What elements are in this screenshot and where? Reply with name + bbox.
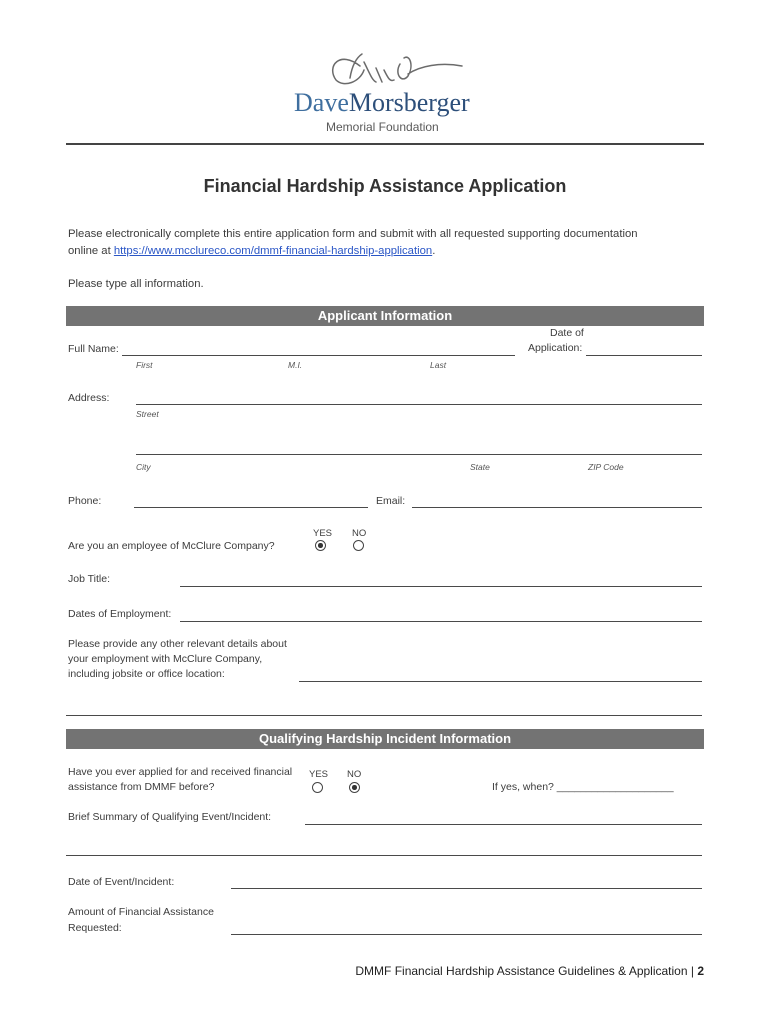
amount-requested-field[interactable] xyxy=(231,934,702,935)
last-name-caption: Last xyxy=(430,360,447,370)
city-state-zip-field[interactable] xyxy=(136,454,702,455)
logo-name-first: Dave xyxy=(294,88,349,117)
job-title-field[interactable] xyxy=(180,586,702,587)
phone-label: Phone: xyxy=(68,495,102,507)
email-label: Email: xyxy=(376,495,406,507)
full-name-label: Full Name: xyxy=(68,343,119,355)
logo-name-last: Morsberger xyxy=(348,88,470,117)
street-caption: Street xyxy=(136,409,159,419)
applied-no-label: NO xyxy=(347,769,362,780)
applicant-section-header: Applicant Information xyxy=(66,306,704,326)
first-name-caption: First xyxy=(136,360,153,370)
date-of-event-label: Date of Event/Incident: xyxy=(68,876,175,888)
intro-prefix: online at xyxy=(68,245,114,257)
applied-no-radio[interactable] xyxy=(349,782,360,793)
type-all-note: Please type all information. xyxy=(68,278,204,290)
employment-details-field-2[interactable] xyxy=(66,715,702,716)
phone-field[interactable] xyxy=(134,507,368,508)
employment-details-field-1[interactable] xyxy=(299,681,702,682)
job-title-label: Job Title: xyxy=(68,573,111,585)
dates-of-employment-label: Dates of Employment: xyxy=(68,608,172,620)
employment-details-label-3: including jobsite or office location: xyxy=(68,668,225,680)
logo-wordmark xyxy=(294,88,470,118)
dates-of-employment-field[interactable] xyxy=(180,621,702,622)
full-name-field[interactable] xyxy=(122,355,515,356)
amount-requested-label-2: Requested: xyxy=(68,922,122,934)
applied-before-question-2: assistance from DMMF before? xyxy=(68,781,215,793)
employment-details-label-2: your employment with McClure Company, xyxy=(68,653,263,665)
logo-subtitle: Memorial Foundation xyxy=(326,120,439,134)
middle-initial-caption: M.I. xyxy=(288,360,303,370)
applied-yes-radio[interactable] xyxy=(312,782,323,793)
employee-no-radio[interactable] xyxy=(353,540,364,551)
employee-yes-label: YES xyxy=(313,528,333,539)
date-of-application-label-2: Application: xyxy=(528,342,583,354)
summary-label: Brief Summary of Qualifying Event/Incident: xyxy=(68,811,272,823)
email-field[interactable] xyxy=(412,507,702,508)
zip-caption: ZIP Code xyxy=(588,462,624,472)
employee-yes-radio[interactable] xyxy=(315,540,326,551)
date-of-event-field[interactable] xyxy=(231,888,702,889)
intro-line-1: Please electronically complete this entire application form and submit with all requested supporting documentation xyxy=(68,228,638,240)
city-caption: City xyxy=(136,462,151,472)
amount-requested-label-1: Amount of Financial Assistance xyxy=(68,906,214,918)
applied-before-question-1: Have you ever applied for and received financial xyxy=(68,766,293,778)
logo xyxy=(290,44,480,136)
date-of-application-label-1: Date of xyxy=(550,327,584,339)
date-of-application-field[interactable] xyxy=(586,355,702,356)
page-title: Financial Hardship Assistance Application xyxy=(203,176,567,196)
summary-field-2[interactable] xyxy=(66,855,702,856)
hardship-section-header: Qualifying Hardship Incident Information xyxy=(66,729,704,749)
employment-details-label-1: Please provide any other relevant details about xyxy=(68,638,287,650)
street-field[interactable] xyxy=(136,404,702,405)
application-link[interactable]: https://www.mcclureco.com/dmmf-financial-hardship-application xyxy=(113,245,433,257)
signature-graphic xyxy=(290,44,480,94)
footer-text: DMMF Financial Hardship Assistance Guidelines & Application | xyxy=(355,964,698,978)
state-caption: State xyxy=(470,462,490,472)
if-yes-when-field[interactable]: If yes, when? ____________________ xyxy=(492,781,674,793)
page-number: 2 xyxy=(697,964,704,978)
page-footer xyxy=(355,964,704,978)
employee-no-label: NO xyxy=(352,528,367,539)
summary-field-1[interactable] xyxy=(305,824,702,825)
intro-line-2 xyxy=(68,245,435,257)
applied-yes-label: YES xyxy=(309,769,329,780)
employee-question: Are you an employee of McClure Company? xyxy=(68,540,275,552)
intro-suffix: . xyxy=(432,245,436,257)
address-label: Address: xyxy=(68,392,110,404)
header-rule xyxy=(66,143,704,145)
